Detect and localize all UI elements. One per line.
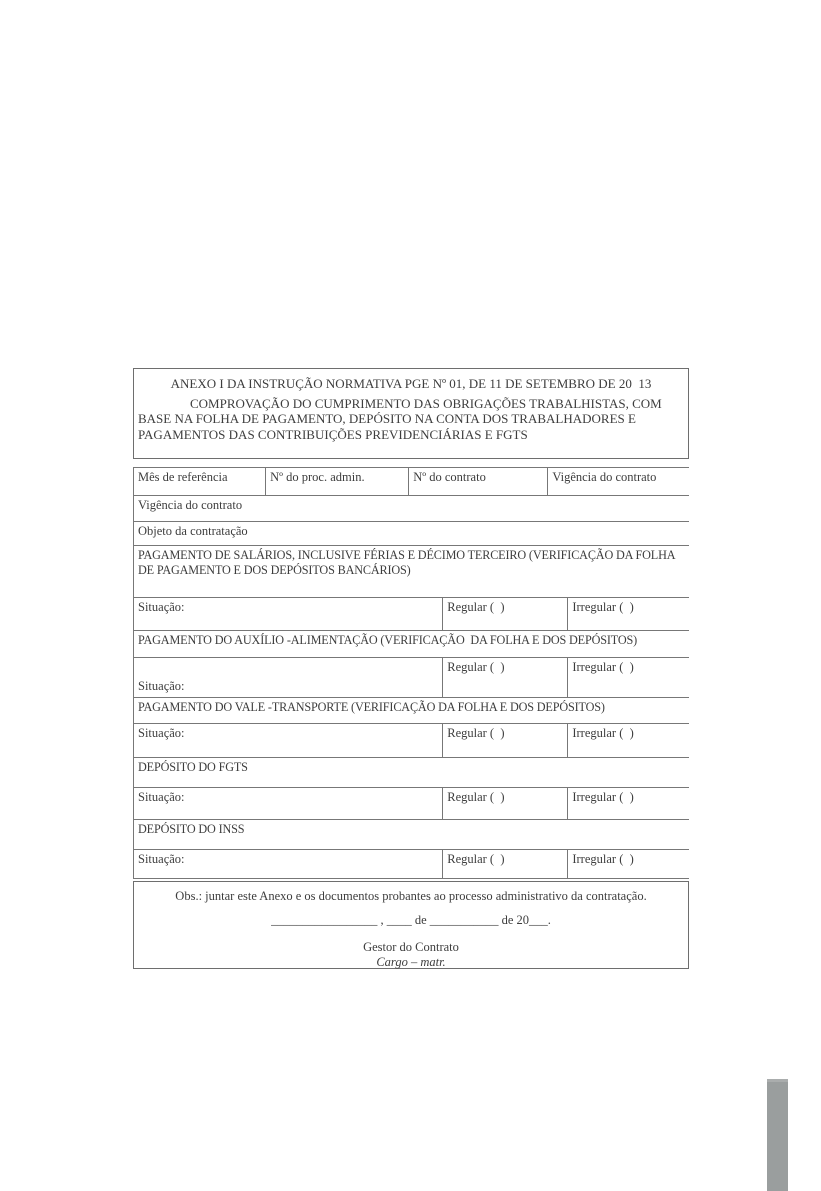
situacao-row-fgts <box>134 788 690 820</box>
section-title-auxilio: PAGAMENTO DO AUXÍLIO -ALIMENTAÇÃO (VERIFICAÇÃO DA FOLHA E DOS DEPÓSITOS) <box>134 631 690 658</box>
info-header-row <box>134 468 690 496</box>
section-title-vale: PAGAMENTO DO VALE -TRANSPORTE (VERIFICAÇÃO DA FOLHA E DOS DEPÓSITOS) <box>134 698 690 724</box>
section-title-row-fgts <box>134 758 690 788</box>
form-header-box <box>133 368 689 459</box>
vigencia-row <box>134 496 690 522</box>
section-title-inss: DEPÓSITO DO INSS <box>134 820 690 850</box>
page-decoration-bar <box>767 1079 788 1191</box>
situacao-row-auxilio <box>134 658 690 698</box>
mes-referencia-cell: Mês de referência <box>134 468 266 496</box>
num-contrato-cell: Nº do contrato <box>409 468 548 496</box>
regular-checkbox-cell: Regular ( ) <box>443 850 568 879</box>
situacao-label: Situação: <box>134 658 443 698</box>
section-title-row-vale <box>134 698 690 724</box>
irregular-checkbox-cell: Irregular ( ) <box>568 850 689 879</box>
footer-box <box>133 881 689 969</box>
vigencia-contrato-header-cell: Vigência do contrato <box>548 468 689 496</box>
irregular-checkbox-cell: Irregular ( ) <box>568 598 689 631</box>
irregular-checkbox-cell: Irregular ( ) <box>568 788 689 820</box>
situacao-label: Situação: <box>134 598 443 631</box>
section-title-salarios: PAGAMENTO DE SALÁRIOS, INCLUSIVE FÉRIAS E DÉCIMO TERCEIRO (VERIFICAÇÃO DA FOLHA DE PAGAMENTO E DOS DEPÓSITOS BANCÁRIOS) <box>134 546 690 598</box>
irregular-checkbox-cell: Irregular ( ) <box>568 724 689 758</box>
regular-checkbox-cell: Regular ( ) <box>443 724 568 758</box>
signer-detail: Cargo – matr. <box>376 955 446 969</box>
section-title-row-salarios <box>134 546 690 598</box>
objeto-row <box>134 522 690 546</box>
section-title-fgts: DEPÓSITO DO FGTS <box>134 758 690 788</box>
regular-checkbox-cell: Regular ( ) <box>443 788 568 820</box>
irregular-checkbox-cell: Irregular ( ) <box>568 658 689 698</box>
section-title-row-inss <box>134 820 690 850</box>
form-title: ANEXO I DA INSTRUÇÃO NORMATIVA PGE Nº 01, DE 11 DE SETEMBRO DE 20 13 <box>170 376 652 391</box>
form-subtitle: COMPROVAÇÃO DO CUMPRIMENTO DAS OBRIGAÇÕES TRABALHISTAS, COM BASE NA FOLHA DE PAGAMENTO, DEPÓSITO NA CONTA DOS TRABALHADORES E PAGAMENTOS DAS CONTRIBUIÇÕES PREVIDENCIÁRIAS E FGTS <box>138 395 665 442</box>
obs-note: Obs.: juntar este Anexo e os documentos probantes ao processo administrativo da contratação. <box>175 889 647 903</box>
situacao-row-salarios <box>134 598 690 631</box>
situacao-label: Situação: <box>134 724 443 758</box>
regular-checkbox-cell: Regular ( ) <box>443 658 568 698</box>
situacao-row-vale <box>134 724 690 758</box>
date-signature-line: _________________ , ____ de ___________ de 20___. <box>271 913 551 927</box>
situacao-label: Situação: <box>134 850 443 879</box>
section-title-row-auxilio <box>134 631 690 658</box>
regular-checkbox-cell: Regular ( ) <box>443 598 568 631</box>
situacao-row-inss <box>134 850 690 879</box>
situacao-label: Situação: <box>134 788 443 820</box>
objeto-contratacao-cell: Objeto da contratação <box>134 522 690 546</box>
vigencia-contrato-cell: Vigência do contrato <box>134 496 690 522</box>
form-table <box>133 467 689 879</box>
proc-admin-cell: Nº do proc. admin. <box>266 468 409 496</box>
signer-role: Gestor do Contrato <box>363 940 459 954</box>
